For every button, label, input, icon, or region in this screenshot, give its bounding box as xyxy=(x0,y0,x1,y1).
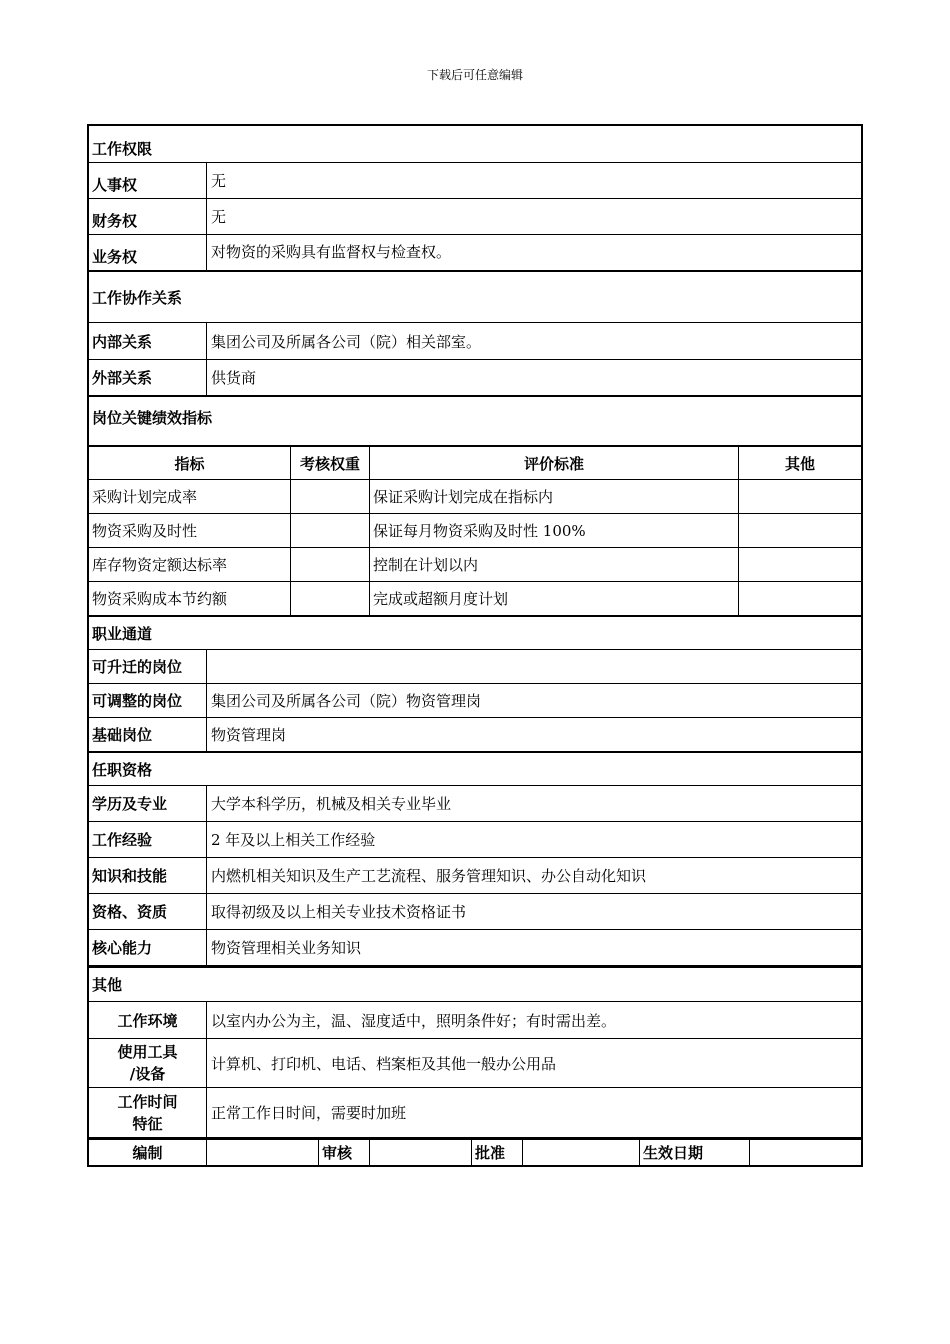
kpi-other xyxy=(738,582,861,615)
qualification-row-education xyxy=(89,785,861,821)
kpi-indicator: 物资采购成本节约额 xyxy=(92,590,228,608)
footer-effective-value xyxy=(749,1140,861,1165)
kpi-header-row xyxy=(89,445,861,479)
kpi-weight xyxy=(290,514,369,547)
cooperation-label: 内部关系 xyxy=(92,332,153,351)
authority-label: 财务权 xyxy=(92,211,138,230)
career-value xyxy=(206,650,861,683)
cooperation-value: 集团公司及所属各公司（院）相关部室。 xyxy=(206,323,861,359)
section-title-career: 职业通道 xyxy=(92,624,153,643)
qualification-label: 知识和技能 xyxy=(92,867,168,885)
other-value: 计算机、打印机、电话、档案柜及其他一般办公用品 xyxy=(206,1039,861,1087)
qualification-label: 学历及专业 xyxy=(92,795,168,813)
table-row xyxy=(89,547,861,581)
authority-label: 业务权 xyxy=(92,248,138,266)
qualification-value: 2 年及以上相关工作经验 xyxy=(206,822,861,857)
section-other xyxy=(89,965,861,1001)
cooperation-row-external xyxy=(89,359,861,395)
section-qualification xyxy=(89,751,861,785)
qualification-value: 大学本科学历，机械及相关专业毕业 xyxy=(206,786,861,821)
authority-row-personnel xyxy=(89,162,861,198)
kpi-header-other: 其他 xyxy=(738,447,861,479)
footer-row xyxy=(89,1137,861,1165)
other-label-line2: /设备 xyxy=(129,1065,166,1083)
authority-value: 无 xyxy=(206,199,861,234)
other-label-line1: 工作环境 xyxy=(117,1011,178,1030)
cooperation-label: 外部关系 xyxy=(92,369,153,387)
authority-row-finance xyxy=(89,198,861,234)
section-title-cooperation: 工作协作关系 xyxy=(92,288,183,307)
kpi-standard: 完成或超额月度计划 xyxy=(369,582,738,615)
kpi-indicator: 物资采购及时性 xyxy=(92,522,198,540)
table-row xyxy=(89,479,861,513)
other-label-line2: 特征 xyxy=(132,1114,163,1133)
qualification-value: 物资管理相关业务知识 xyxy=(206,930,861,965)
kpi-standard: 保证每月物资采购及时性 100% xyxy=(369,514,738,547)
authority-row-business xyxy=(89,234,861,270)
section-title-other: 其他 xyxy=(92,976,123,994)
authority-label: 人事权 xyxy=(92,175,138,194)
kpi-standard: 保证采购计划完成在指标内 xyxy=(369,480,738,513)
qualification-value: 内燃机相关知识及生产工艺流程、服务管理知识、办公自动化知识 xyxy=(206,858,861,893)
career-value: 集团公司及所属各公司（院）物资管理岗 xyxy=(206,684,861,717)
qualification-label: 工作经验 xyxy=(92,831,153,849)
career-row-basic xyxy=(89,717,861,751)
other-value: 以室内办公为主，温、湿度适中，照明条件好；有时需出差。 xyxy=(206,1002,861,1038)
section-career xyxy=(89,615,861,649)
other-label-line1: 工作时间 xyxy=(117,1092,178,1111)
section-cooperation xyxy=(89,270,861,322)
table-row xyxy=(89,581,861,615)
authority-value: 对物资的采购具有监督权与检查权。 xyxy=(206,235,861,270)
footer-effective-label: 生效日期 xyxy=(639,1140,749,1165)
section-title-authority: 工作权限 xyxy=(92,139,153,158)
cooperation-value: 供货商 xyxy=(206,360,861,395)
footer-approve-value xyxy=(522,1140,639,1165)
other-label-line1: 使用工具 xyxy=(117,1043,178,1061)
cooperation-row-internal xyxy=(89,322,861,359)
section-title-qualification: 任职资格 xyxy=(92,760,153,779)
other-row-worktime xyxy=(89,1087,861,1137)
footer-prepared-value xyxy=(206,1140,318,1165)
other-label xyxy=(89,1002,206,1038)
other-row-environment xyxy=(89,1001,861,1038)
table-row xyxy=(89,513,861,547)
kpi-standard: 控制在计划以内 xyxy=(369,548,738,581)
career-label: 可升迁的岗位 xyxy=(92,658,183,676)
footer-review-value xyxy=(369,1140,471,1165)
footer-approve-label: 批准 xyxy=(471,1140,522,1165)
other-row-tools xyxy=(89,1038,861,1087)
other-value: 正常工作日时间，需要时加班 xyxy=(206,1088,861,1137)
qualification-label: 核心能力 xyxy=(92,939,153,957)
qualification-row-certificate xyxy=(89,893,861,929)
kpi-indicator: 库存物资定额达标率 xyxy=(92,556,228,574)
kpi-header-standard: 评价标准 xyxy=(369,447,738,479)
qualification-value: 取得初级及以上相关专业技术资格证书 xyxy=(206,894,861,929)
footer-review-label: 审核 xyxy=(318,1140,369,1165)
other-label xyxy=(89,1088,206,1137)
other-label xyxy=(89,1039,206,1087)
kpi-header-indicator: 指标 xyxy=(174,454,205,473)
kpi-other xyxy=(738,548,861,581)
kpi-weight xyxy=(290,582,369,615)
section-authority xyxy=(89,126,861,162)
job-description-table xyxy=(87,124,863,1167)
career-row-promotion xyxy=(89,649,861,683)
footer-prepared-label: 编制 xyxy=(132,1144,163,1162)
kpi-weight xyxy=(290,480,369,513)
career-label: 可调整的岗位 xyxy=(92,692,183,710)
kpi-weight xyxy=(290,548,369,581)
kpi-other xyxy=(738,514,861,547)
kpi-other xyxy=(738,480,861,513)
section-kpi xyxy=(89,395,861,445)
qualification-row-knowledge xyxy=(89,857,861,893)
kpi-header-weight: 考核权重 xyxy=(290,447,369,479)
career-value: 物资管理岗 xyxy=(206,718,861,751)
qualification-label: 资格、资质 xyxy=(92,903,168,921)
qualification-row-core xyxy=(89,929,861,965)
header-note: 下载后可任意编辑 xyxy=(426,68,523,82)
qualification-row-experience xyxy=(89,821,861,857)
section-title-kpi: 岗位关键绩效指标 xyxy=(92,408,213,427)
career-label: 基础岗位 xyxy=(92,726,153,744)
career-row-adjustable xyxy=(89,683,861,717)
authority-value: 无 xyxy=(206,163,861,198)
kpi-indicator: 采购计划完成率 xyxy=(92,488,198,506)
